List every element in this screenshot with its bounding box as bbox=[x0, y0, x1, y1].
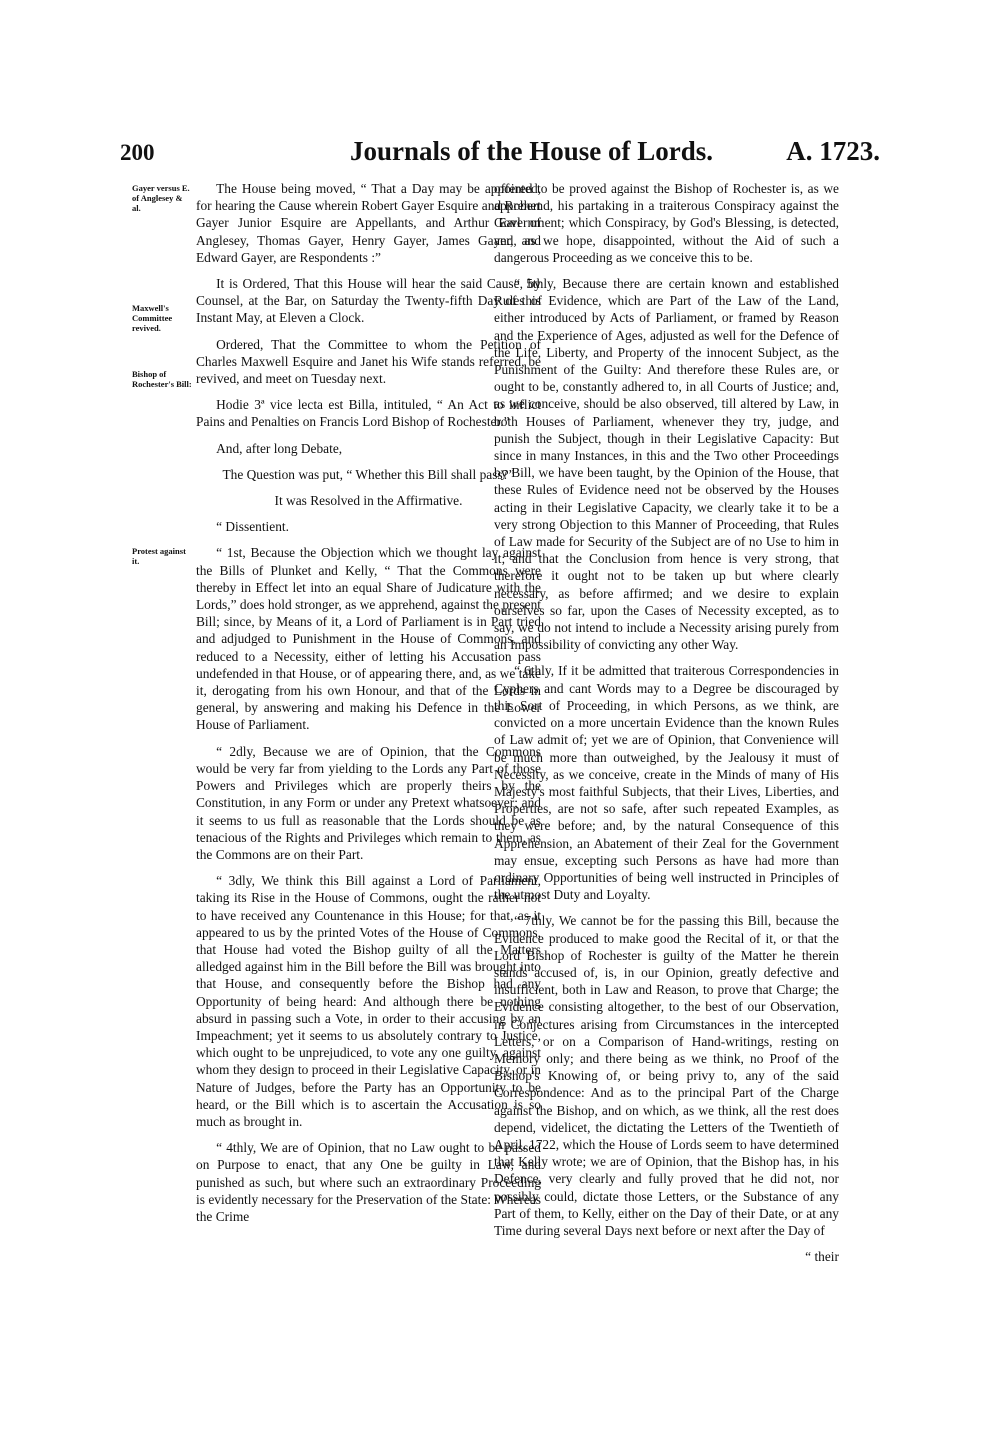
margin-note-maxwell: Maxwell's Committee revived. bbox=[132, 303, 173, 333]
resolution-line: It was Resolved in the Affirmative. bbox=[274, 493, 463, 509]
reason-4: “ 4thly, We are of Opinion, that no Law ought to be passed on Purpose to enact, that any One be guilty in Law, and punished as such, but where such an extraordinary Proceeding is evidently necessary for the Preservation of the State: Whereas the Crime bbox=[196, 1140, 541, 1224]
reason-1: “ 1st, Because the Objection which we thought lay against the Bills of Plunket and Kelly, “ That the Commons were thereby in Effect let into an equal Share of Judicature with the Lords,” does hold stronger, as we apprehend, against the present Bill; since, by Means of it, a Lord of Parliament is in Part tried and adjudged to Punishment in the House of Commons, and reduced to a Necessity, either of letting his Accusation pass undefended in that House, or of appearing there, and, as we take it, derogating from his own Honour, and that of the Lords in general, by answering and making his Defence in the Lower House of Parliament. bbox=[196, 545, 541, 733]
dissentient-heading: “ Dissentient. bbox=[216, 519, 289, 535]
reason-4-continued: offered to be proved against the Bishop of Rochester is, as we apprehend, his partaking in a traiterous Conspiracy against the Government; which Conspiracy, by God's Blessing, is detected, and, as we hope, disappointed, without the Aid of such a dangerous Proceeding as we conceive this to be. bbox=[494, 181, 839, 265]
maxwell-order: Ordered, That the Committee to whom the Petition of Charles Maxwell Esquire and Janet his Wife stands referred, be revived, and meet on Tuesday next. bbox=[196, 336, 541, 387]
bill-reading: Hodie 3ª vice lecta est Billa, intituled, “ An Act to inflict Pains and Penalties on Francis Lord Bishop of Rochester.” bbox=[196, 397, 541, 430]
reason-3: “ 3dly, We think this Bill against a Lord of Parliament, taking its Rise in the House of Commons, ought the rather not to have received any Countenance in this House; for that, as it appeared to us by the printed Votes of the House of Commons, that House had voted the Bishop guilty of all the Matters alledged against him in the Bill before the Bill was brought into that House, and consequently before the Bishop had any Opportunity of being heard: And although there be nothing absurd in passing such a Vote, in order to their accusing by an Impeachment; yet it seems to us absolutely contrary to Justice, which ought to be unprejudiced, to vote any one guilty, against whom they design to proceed in their Legislative Capacity, or in Nature of Judges, before the Party has an Opportunity to be heard, or the Bill which is to ascertain the Accusation is so much as brought in. bbox=[196, 873, 541, 1129]
margin-note-gayer: Gayer versus E. of Anglesey & al. bbox=[132, 183, 190, 213]
page-year: A. 1723. bbox=[786, 136, 880, 166]
reason-6: “ 6thly, If it be admitted that traiterous Correspondencies in Cyphers and cant Words may to a Degree be discouraged by this Sort of Proceeding, in which Persons, as we think, are convicted on a more uncertain Evidence than the known Rules of Law admit of; yet we are of Opinion, that Convenience will be much more than outweighed, by the Jealousy it must of Necessity, as we conceive, create in the Minds of many of His Majesty's most faithful Subjects, that their Lives, Liberties, and Properties, are not so safe, after such repeated Examples, as they were before; and, by the natural Consequence of this Apprehension, an Abatement of their Zeal for the Government may ensue, excepting such Persons as have had more than ordinary Opportunities of being well instructed in Principles of the utmost Duty and Loyalty. bbox=[494, 663, 839, 903]
page-number: 200 bbox=[120, 140, 155, 165]
page-header bbox=[120, 136, 880, 176]
running-title: Journals of the House of Lords. bbox=[350, 136, 714, 166]
left-column bbox=[196, 180, 541, 1234]
debate-line: And, after long Debate, bbox=[216, 440, 343, 456]
catchword: “ their bbox=[805, 1249, 839, 1265]
gayer-order: It is Ordered, That this House will hear the said Cause, by Counsel, at the Bar, on Saturday the Twenty-fifth Day of this Instant May, at Eleven a Clock. bbox=[196, 276, 541, 326]
reason-7: “ 7thly, We cannot be for the passing this Bill, because the Evidence produced to make good the Recital of it, or that the Lord Bishop of Rochester is guilty of the Matter he therein stands accused of, is, in our Opinion, greatly defective and insufficient, both in Law and Reason, to prove that Charge; the Evidence consisting altogether, to the best of our Observation, in Conjectures arising from Circumstances in the intercepted Letters, or on a Comparison of Hand-writings, resting on Memory only; and there being as we think, no Proof of the Bishop's Knowing of, or being privy to, any of the said Correspondence: And as to the principal Part of the Charge against the Bishop, and on which, as we think, all the rest does depend, videlicet, the dictating the Letters of the Twentieth of April, 1722, which the House of Lords seem to have determined that Kelly wrote; we are of Opinion, that the Bishop has, in his Defence, very clearly and fully proved that he did not, nor possibly could, dictate those Letters, or the Substance of any Part of them, to Kelly, either on the Day of their Date, or at any Time during several Days next before or next after the Day of bbox=[494, 913, 839, 1238]
question-line: The Question was put, “ Whether this Bill shall pass?” bbox=[222, 466, 515, 482]
margin-note-protest: Protest against it. bbox=[132, 546, 186, 566]
right-column bbox=[494, 180, 839, 1265]
margin-note-bishop-bill: Bishop of Rochester's Bill: bbox=[132, 369, 192, 389]
reason-2: “ 2dly, Because we are of Opinion, that the Commons would be very far from yielding to the Lords any Part of those Powers and Privileges which are properly theirs by the Constitution, in any Form or under any Pretext whatsoever; and it seems to us full as reasonable that the Lords should be as tenacious of the Rights and Privileges which remain to them, as the Commons are on their Part. bbox=[196, 743, 541, 862]
reason-5: “ 5thly, Because there are certain known and established Rules of Evidence, which are Part of the Law of the Land, either introduced by Acts of Parliament, or framed by Reason and the Experience of Ages, adjusted as well for the Defence of the Life, Liberty, and Property of the innocent Subject, as the Punishment of the Guilty: And therefore these Rules are, or ought to be, constantly adhered to, in all Courts of Justice; and, as we conceive, should be also observed, till altered by Law, in both Houses of Parliament, whenever they try, judge, and punish the Subject, though in their Legislative Capacity: But since in many Instances, in this and the Two other Proceedings by Bill, we have been taught, by the Opinion of the House, that these Rules of Evidence need not be observed by the Houses acting in their Legislative Capacity, we clearly take it to be a very strong Objection to this Manner of Proceeding, that Rules of Law made for Security of the Subject are of no Use to him in it; and that the Conclusion from hence is very strong, that therefore it ought not to be taken up but where clearly necessary, as before affirmed; and we desire to explain ourselves so far, upon the Cases of Necessity excepted, as to say, we do not intend to include a Necessity arising purely from an Impossibility of convicting any other Way. bbox=[494, 276, 839, 653]
gayer-motion: The House being moved, “ That a Day may be appointed, for hearing the Cause wherein Robert Gayer Esquire and Robert Gayer Junior Esquire are Appellants, and Arthur Earl of Anglesey, Thomas Gayer, Henry Gayer, James Gayer, and Edward Gayer, are Respondents :” bbox=[196, 181, 541, 265]
